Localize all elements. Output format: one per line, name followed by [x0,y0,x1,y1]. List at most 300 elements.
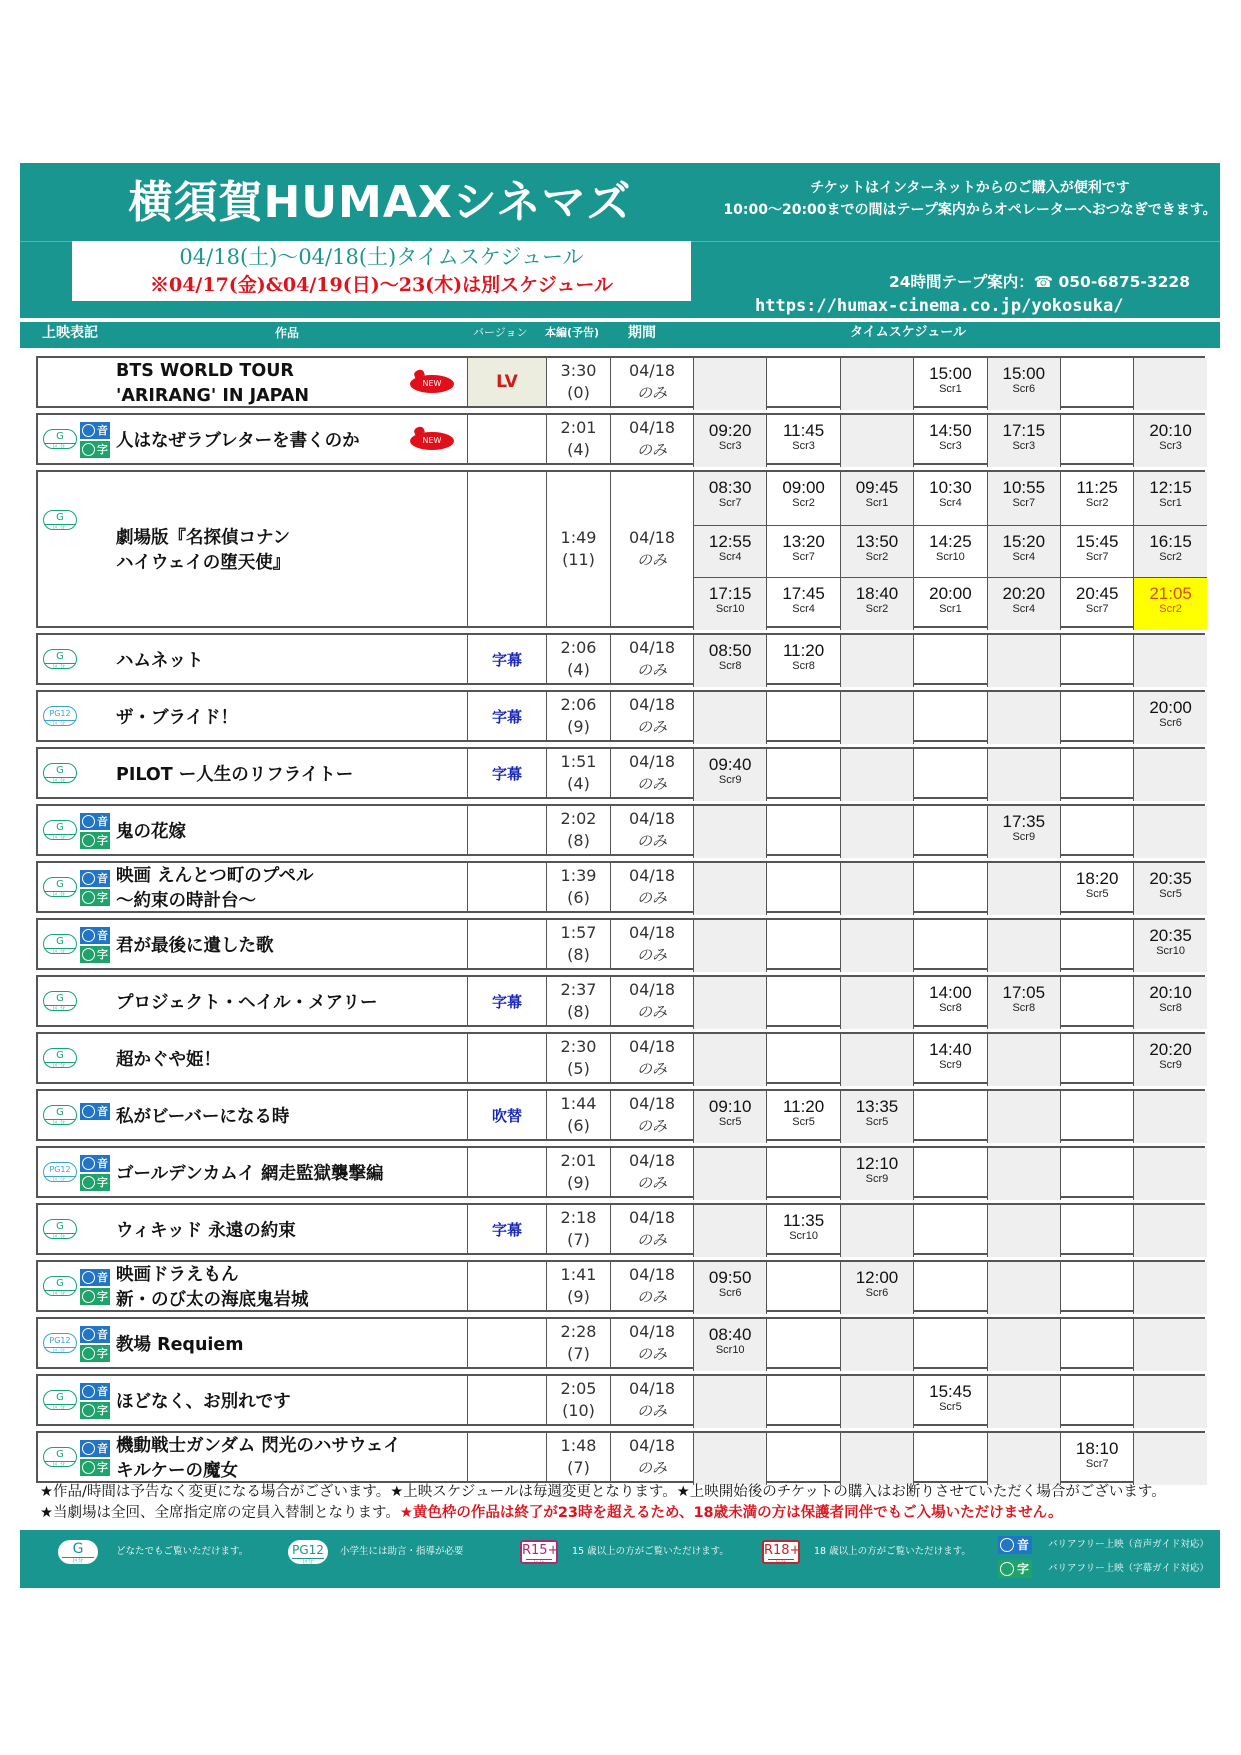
showtime-slot[interactable] [840,1091,913,1143]
showtime-slot[interactable] [766,635,839,687]
showtime-slot[interactable] [766,472,839,525]
movie-row[interactable] [36,804,1205,856]
empty-slot [693,1433,766,1485]
period-suffix: のみ [636,889,667,907]
runtime-value: 2:06 [560,695,597,714]
theater-name: 横須賀HUMAXシネマズ [128,177,632,228]
showtime-slot[interactable] [840,472,913,525]
runtime-cell [546,1319,610,1367]
audio-guide-icon: 音 [80,1383,110,1400]
movie-icons [40,749,112,797]
screen-number: Scr4 [1012,550,1036,563]
rating-g-icon: G 区分 [43,510,77,530]
version-cell: 字幕 [467,1205,546,1253]
movie-title[interactable] [116,1105,289,1130]
runtime-value: 1:49 [560,528,597,547]
showtime: 18:10 [1075,1439,1119,1458]
movie-icons [40,1205,112,1253]
showtime: 14:00 [929,983,972,1002]
movie-title-line: キルケーの魔女 [116,1461,238,1481]
showtime-slot[interactable] [987,358,1060,410]
showtime: 14:50 [929,421,972,440]
movie-icons [40,358,112,406]
period-cell [610,1148,693,1196]
period-date: 04/18 [628,1037,676,1056]
showtime-slot[interactable] [1060,577,1133,630]
empty-slot [1060,806,1133,858]
runtime-value: 1:44 [560,1094,597,1113]
runtime-value: 2:06 [560,638,597,657]
screen-number: Scr10 [789,1230,818,1242]
screen-number: Scr1 [1159,497,1182,509]
barrier-free-icons [80,927,110,963]
movie-title-line: 超かぐや姫！ [116,1049,221,1070]
screen-number: Scr8 [1159,1002,1182,1014]
empty-slot [987,692,1060,744]
movie-title[interactable] [116,1263,309,1313]
showtime: 12:00 [855,1268,899,1287]
movie-title-line: BTS WORLD TOUR [116,361,294,381]
empty-slot [987,1205,1060,1257]
movie-row[interactable] [36,1089,1205,1141]
ticket-note [710,177,1230,221]
empty-slot [693,977,766,1029]
movie-row[interactable] [36,1431,1205,1483]
showtime-slot[interactable] [987,472,1060,525]
empty-slot [1060,1262,1133,1314]
screen-number: Scr10 [715,603,745,616]
period-date: 04/18 [628,1265,676,1284]
movie-title-line: 鬼の花嫁 [116,821,186,842]
movie-icons [40,863,112,911]
barrier-free-icons [80,1326,110,1362]
column-header-period: 期間 [628,325,656,341]
movie-title[interactable] [116,649,204,674]
showtime: 17:35 [1002,812,1046,831]
movie-title[interactable] [116,864,314,914]
empty-slot [1060,415,1133,467]
period-cell [610,1376,693,1424]
showtime-slot[interactable] [766,525,839,578]
barrier-free-icons [80,1269,110,1305]
movie-icons [40,415,112,463]
movie-row[interactable] [36,690,1205,742]
empty-slot [987,1319,1060,1371]
showtime-slot[interactable] [987,577,1060,630]
legend-subtitle-text: バリアフリー上映（字幕ガイド対応） [1048,1563,1209,1574]
note-late-show-warning: ★黄色枠の作品は終了が23時を超えるため、18歳未満の方は保護者同伴でもご入場いただけません。 [399,1505,1063,1521]
showtime-slot[interactable] [693,525,766,578]
empty-slot [693,1205,766,1257]
column-header-runtime: 本編(予告) [545,326,600,339]
period-suffix: のみ [636,832,667,850]
showtime-slot[interactable] [987,977,1060,1029]
period-suffix: のみ [636,946,667,964]
subtitle-guide-icon: 字 [80,441,110,458]
showtime-slot[interactable] [1133,977,1206,1029]
showtime-slot[interactable] [766,1091,839,1143]
movie-title[interactable] [116,934,274,959]
phone-number[interactable]: 050-6875-3228 [1058,273,1190,291]
showtime-slot[interactable] [693,1319,766,1371]
showtime-slot[interactable] [840,577,913,630]
showtime-slot[interactable] [693,1091,766,1143]
trailer-minutes: (4) [567,774,590,793]
version-cell [467,920,546,968]
runtime-value: 2:28 [560,1322,597,1341]
rating-legend [20,1530,1220,1588]
legend-g-text: どなたでもご覧いただけます。 [116,1546,249,1557]
column-header-version: バージョン [473,326,528,339]
new-badge: NEW [410,432,454,450]
movie-row[interactable] [36,470,1205,628]
rating-pg12-icon: PG12 区分 [43,706,77,726]
trailer-minutes: (7) [567,1458,590,1477]
note-line2 [40,1503,1220,1524]
movie-row[interactable] [36,413,1205,465]
showtime-slot[interactable] [1133,692,1206,744]
runtime-value: 1:48 [560,1436,597,1455]
period-date: 04/18 [628,695,676,714]
showtime-slot[interactable] [913,577,986,630]
empty-slot [1133,1262,1206,1314]
period-date: 04/18 [628,1208,676,1227]
movie-title-line: ハイウェイの堕天使』 [116,553,291,573]
version-cell [467,863,546,911]
note-line1: ★作品/時間は予告なく変更になる場合がございます。★上映スケジュールは毎週変更となります。★上映開始後のチケットの購入はお断りさせていただく場合がございます。 [40,1484,1166,1500]
period-date: 04/18 [628,809,676,828]
rating-g-icon: G 区分 [43,1447,77,1467]
empty-slot [840,920,913,972]
movie-title-line: 君が最後に遺した歌 [116,935,274,956]
movie-title[interactable] [116,1390,291,1415]
period-date: 04/18 [628,528,676,547]
showtime: 12:55 [708,531,752,551]
version-cell: 字幕 [467,692,546,740]
screen-number: Scr2 [792,497,815,509]
showtime: 10:30 [929,478,972,497]
empty-slot [840,1319,913,1371]
legend-r15-text: 15 歳以上の方がご覧いただけます。 [572,1546,729,1557]
movie-title[interactable] [116,763,353,788]
audio-guide-icon: 音 [80,1326,110,1343]
empty-slot [766,1433,839,1485]
barrier-free-icons [80,1103,110,1120]
movie-row[interactable] [36,1374,1205,1426]
period-cell [610,415,693,463]
empty-slot [840,1433,913,1485]
showtime: 11:45 [782,421,825,440]
empty-slot [1060,358,1133,410]
period-cell [610,1034,693,1082]
version-cell [467,472,546,626]
empty-slot [913,1262,986,1314]
period-cell [610,635,693,683]
movie-title-line: ザ・ブライド！ [116,707,238,728]
showtime: 08:50 [708,641,752,660]
movie-title[interactable] [116,429,360,454]
movie-title[interactable] [116,1048,221,1073]
showtime-slot[interactable] [1060,472,1133,525]
trailer-minutes: (4) [567,440,590,459]
column-header-title: 作品 [275,326,300,340]
empty-slot [987,749,1060,801]
version-cell [467,1376,546,1424]
movie-row[interactable] [36,975,1205,1027]
empty-slot [840,749,913,801]
trailer-minutes: (6) [567,1116,590,1135]
showtime: 20:20 [1149,1040,1192,1059]
screen-number: Scr1 [865,497,889,509]
screen-number: Scr10 [936,550,965,563]
showtime-slot[interactable] [1133,525,1206,578]
movie-title-line: 人はなぜラブレターを書くのか [116,430,360,451]
period-cell [610,1205,693,1253]
audio-guide-icon: 音 [80,870,110,887]
runtime-cell [546,1262,610,1310]
screen-number: Scr5 [718,1116,742,1128]
showtime-slot[interactable] [693,472,766,525]
period-date: 04/18 [628,638,676,657]
showtime: 18:20 [1075,869,1119,888]
showtime-slot[interactable] [913,1376,986,1428]
movie-title-line: プロジェクト・ヘイル・メアリー [116,992,378,1013]
movie-title[interactable] [116,820,186,845]
barrier-free-icons [80,1155,110,1191]
showtime-slot[interactable] [913,358,986,410]
showtime-slot[interactable] [1060,863,1133,915]
empty-slot [913,863,986,915]
runtime-cell [546,692,610,740]
movie-title-line: ほどなく、お別れです [116,1391,291,1412]
period-cell [610,806,693,854]
phone-info [889,271,1190,293]
legend-pg12-text: 小学生には助言・指導が必要 [340,1546,464,1557]
trailer-minutes: (9) [567,1287,590,1306]
movie-title[interactable] [116,1333,244,1358]
audio-guide-icon: 音 [80,1155,110,1172]
movie-title-line: 機動戦士ガンダム 閃光のハサウェイ [116,1436,401,1456]
showtime-slot[interactable] [693,415,766,467]
movie-title[interactable] [116,359,309,409]
movie-title[interactable] [116,991,377,1016]
runtime-cell [546,1433,610,1481]
trailer-minutes: (5) [567,1059,590,1078]
movie-title[interactable] [116,1434,401,1484]
showtime: 20:45 [1075,584,1119,604]
screen-number: Scr2 [1159,603,1182,616]
showtime: 17:15 [708,584,752,604]
empty-slot [766,920,839,972]
showtime: 14:40 [929,1040,972,1059]
screen-number: Scr2 [865,603,889,616]
runtime-cell [546,358,610,406]
movie-title-line: 私がビーバーになる時 [116,1106,290,1127]
showtime-slot[interactable] [1133,577,1206,630]
movie-row[interactable] [36,747,1205,799]
empty-slot [766,806,839,858]
showtime-slot[interactable] [693,577,766,630]
barrier-free-icons [80,870,110,906]
showtime: 20:00 [1149,698,1192,717]
showtime-slot[interactable] [987,806,1060,858]
showtime-slot[interactable] [913,977,986,1029]
movie-row[interactable] [36,1260,1205,1312]
version-cell: LV [467,358,546,406]
showtime-slot[interactable] [913,1034,986,1086]
runtime-cell [546,977,610,1025]
showtime-slot[interactable] [1133,415,1206,467]
showtime-slot[interactable] [840,525,913,578]
website-link[interactable]: https://humax-cinema.co.jp/yokosuka/ [755,296,1124,316]
showtime-slot[interactable] [913,525,986,578]
empty-slot [1060,1034,1133,1086]
showtime-slot[interactable] [840,1148,913,1200]
movie-title[interactable] [116,526,290,576]
empty-slot [1133,1205,1206,1257]
showtime-slot[interactable] [1133,863,1206,915]
movie-title-line: 映画ドラえもん [116,1265,239,1285]
runtime-cell [546,863,610,911]
showtime-slot[interactable] [693,749,766,801]
screen-number: Scr9 [718,774,742,786]
runtime-value: 2:01 [560,418,597,437]
empty-slot [913,1319,986,1371]
showtime-slot[interactable] [693,635,766,687]
showtime-slot[interactable] [1060,1433,1133,1485]
movie-title-line: 'ARIRANG' IN JAPAN [116,386,310,406]
movie-icons [40,692,112,740]
showtime-slot[interactable] [766,1205,839,1257]
empty-slot [1133,1433,1206,1485]
empty-slot [987,1376,1060,1428]
showtime-grid [693,1091,1203,1139]
ticket-note-line1: チケットはインターネットからのご購入が便利です [810,180,1130,196]
screen-number: Scr3 [1012,440,1036,452]
rating-g-icon: G 区分 [43,1276,77,1296]
showtime-slot[interactable] [1133,920,1206,972]
showtime-slot[interactable] [913,472,986,525]
period-suffix: のみ [636,718,667,736]
empty-slot [1060,635,1133,687]
movie-row[interactable] [36,1203,1205,1255]
showtime: 09:20 [708,421,752,440]
runtime-cell [546,749,610,797]
runtime-cell [546,415,610,463]
movie-row[interactable] [36,918,1205,970]
screen-number: Scr2 [1085,497,1109,509]
showtime-slot[interactable] [693,1262,766,1314]
movie-row[interactable] [36,861,1205,913]
subtitle-guide-icon: 字 [80,1288,110,1305]
period-suffix: のみ [636,1231,667,1249]
showtime-slot[interactable] [766,577,839,630]
showtime-slot[interactable] [1133,1034,1206,1086]
screen-number: Scr9 [1012,831,1036,843]
runtime-value: 1:51 [560,752,597,771]
rating-g-icon: G 区分 [43,1390,77,1410]
subtitle-guide-icon: 字 [80,1345,110,1362]
showtime-slot[interactable] [913,415,986,467]
period-cell [610,472,693,626]
empty-slot [1060,1091,1133,1143]
movie-title[interactable] [116,706,238,731]
showtime-slot[interactable] [840,1262,913,1314]
movie-row[interactable] [36,356,1205,408]
barrier-free-icons [80,422,110,458]
screen-number: Scr10 [715,1344,745,1356]
showtime: 16:15 [1149,531,1192,551]
movie-row[interactable] [36,1317,1205,1369]
showtime-grid [693,806,1203,854]
showtime-slot[interactable] [1060,525,1133,578]
notes [40,1482,1220,1524]
showtime: 09:10 [708,1097,752,1116]
other-schedule-note: ※04/17(金)&04/19(日)〜23(木)は別スケジュール [149,274,614,296]
empty-slot [987,1262,1060,1314]
movie-title-line: 映画 えんとつ町のプペル [116,866,314,886]
movie-icons [40,806,112,854]
movie-title[interactable] [116,1219,296,1244]
schedule-date-range: 04/18(土)〜04/18(土)タイムスケジュール [179,245,584,269]
showtime: 08:40 [708,1325,752,1344]
trailer-minutes: (9) [567,1173,590,1192]
new-badge: NEW [410,375,454,393]
movie-row[interactable] [36,633,1205,685]
empty-slot [840,977,913,1029]
phone-label: 24時間テープ案内： [888,273,1034,291]
screen-number: Scr7 [718,497,742,509]
empty-slot [1060,749,1133,801]
movie-title-line: 劇場版『名探偵コナン [116,528,291,548]
period-date: 04/18 [628,1436,676,1455]
showtime-grid [693,635,1203,683]
screen-number: Scr5 [1159,888,1182,900]
empty-slot [1060,1376,1133,1428]
screen-number: Scr3 [1159,440,1182,452]
audio-guide-icon: 音 [80,927,110,944]
showtime-slot[interactable] [987,525,1060,578]
audio-guide-icon: 音 [998,1536,1032,1554]
screen-number: Scr7 [1085,1458,1109,1470]
empty-slot [1133,1091,1206,1143]
screen-number: Scr2 [865,550,889,563]
runtime-cell [546,1034,610,1082]
showtime-grid [693,749,1203,797]
period-suffix: のみ [636,775,667,793]
showtime: 11:20 [782,641,825,660]
showtime: 20:20 [1002,584,1046,604]
empty-slot [1060,1148,1133,1200]
runtime-value: 2:01 [560,1151,597,1170]
movie-icons [40,635,112,683]
screen-number: Scr8 [939,1002,962,1014]
showtime: 20:00 [929,584,972,604]
audio-guide-icon: 音 [80,422,110,439]
movie-title-line: ウィキッド 永遠の約束 [116,1220,296,1241]
rating-g-icon: G 区分 [43,820,77,840]
legend-audio-text: バリアフリー上映（音声ガイド対応） [1048,1539,1209,1550]
movie-title[interactable] [116,1162,384,1187]
showtime-slot[interactable] [987,415,1060,467]
movie-row[interactable] [36,1146,1205,1198]
movie-row[interactable] [36,1032,1205,1084]
showtime-grid [693,472,1203,626]
showtime-slot[interactable] [1133,472,1206,525]
trailer-minutes: (8) [567,831,590,850]
showtime-slot[interactable] [766,415,839,467]
screen-number: Scr5 [939,1401,962,1413]
